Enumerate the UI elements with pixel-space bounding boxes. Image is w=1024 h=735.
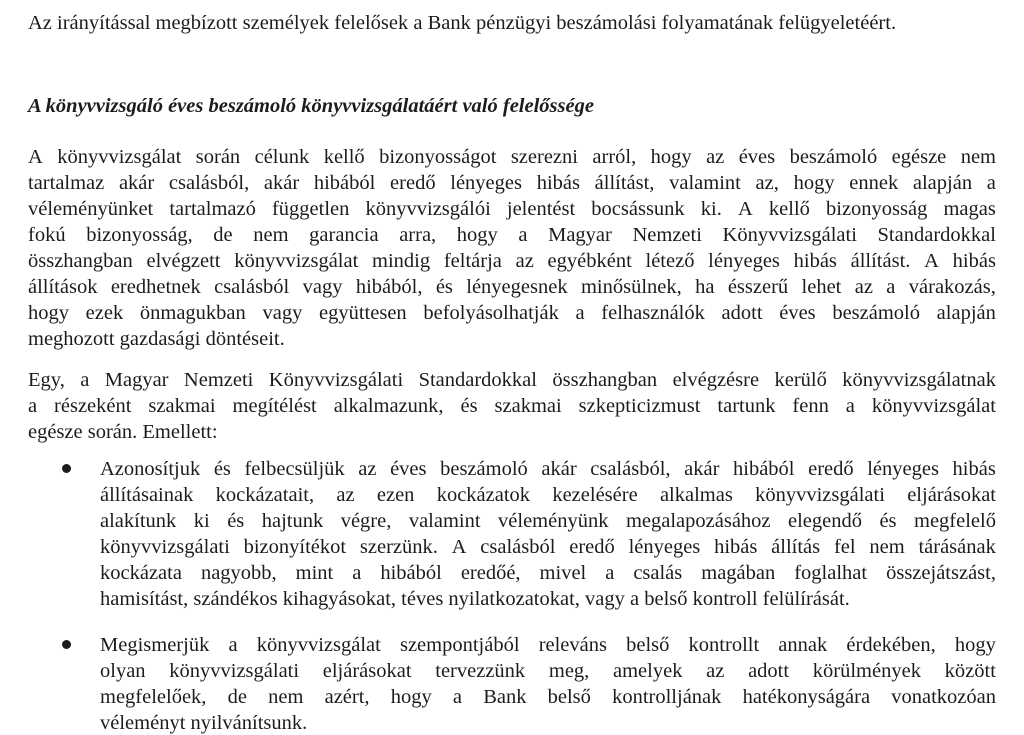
word: lényeges bbox=[450, 172, 522, 194]
word: akár bbox=[118, 172, 155, 194]
paragraph1-line bbox=[28, 171, 996, 195]
word: elegendő bbox=[787, 510, 862, 532]
word: csalásból bbox=[480, 536, 556, 558]
word: szerezni bbox=[510, 146, 578, 168]
word: adott bbox=[748, 660, 790, 682]
word: tárásának bbox=[918, 536, 996, 558]
word: de bbox=[213, 224, 233, 246]
word: lényeges bbox=[708, 250, 780, 272]
word: könyvvizsgálati bbox=[100, 536, 230, 558]
bullet1-line bbox=[100, 483, 996, 507]
word: felhasználók bbox=[601, 302, 705, 324]
word: könyvvizsgálati bbox=[169, 660, 300, 682]
word: mint bbox=[295, 562, 334, 584]
word: során bbox=[195, 146, 241, 168]
word: megfelelő bbox=[914, 510, 996, 532]
word: megítélést bbox=[232, 395, 317, 417]
word: Azonosítjuk bbox=[100, 458, 201, 480]
word: elvégzett bbox=[146, 250, 221, 272]
word: nem bbox=[960, 146, 996, 168]
word: összejátszást, bbox=[886, 562, 996, 584]
word: célunk bbox=[254, 146, 310, 168]
word: jelentést bbox=[506, 198, 576, 220]
bullet-dot bbox=[62, 640, 71, 649]
word: a bbox=[452, 686, 463, 708]
bullet-dot bbox=[62, 464, 71, 473]
word: a bbox=[605, 562, 615, 584]
word: kontrollt bbox=[688, 634, 760, 656]
word: fel bbox=[833, 536, 856, 558]
word: Bank bbox=[483, 686, 527, 708]
word: hibából bbox=[313, 172, 376, 194]
word: Magyar bbox=[548, 224, 612, 246]
word: hibás bbox=[952, 458, 996, 480]
word: könyvvizsgálat bbox=[871, 395, 996, 417]
bullet2-line bbox=[100, 659, 996, 683]
paragraph1-line bbox=[28, 301, 996, 325]
word: releváns bbox=[538, 634, 607, 656]
word: eljárásokat bbox=[322, 660, 412, 682]
section-heading: A könyvvizsgáló éves beszámoló könyvvizsgálatáért való felelőssége bbox=[28, 95, 594, 117]
word: tervezzünk bbox=[435, 660, 526, 682]
paragraph1-line bbox=[28, 197, 996, 221]
word: A bbox=[28, 146, 43, 168]
word: ennek bbox=[849, 172, 899, 194]
word: a bbox=[845, 395, 855, 417]
word: önmagukban bbox=[139, 302, 246, 324]
bullet1-line: hamisítást, szándékos kihagyásokat, téves nyilatkozatokat, vagy a belső kontroll felülírását. bbox=[100, 588, 850, 610]
word: hibás bbox=[714, 536, 758, 558]
word: kezelésére bbox=[552, 484, 638, 506]
word: Nemzeti bbox=[183, 369, 254, 391]
word: könyvvizsgálat bbox=[256, 634, 381, 656]
word: ezen bbox=[376, 484, 415, 506]
word: annak bbox=[778, 634, 828, 656]
word: Standardokkal bbox=[418, 369, 537, 391]
word: végre, bbox=[340, 510, 392, 532]
word: bizonyosságot bbox=[379, 146, 497, 168]
word: hogy bbox=[390, 686, 432, 708]
word: csalásból bbox=[214, 276, 290, 298]
word: akár bbox=[263, 172, 300, 194]
word: amelyek bbox=[613, 660, 683, 682]
word: alkalmazunk, bbox=[333, 395, 444, 417]
word: hogy bbox=[793, 172, 835, 194]
word: éves bbox=[779, 302, 816, 324]
word: hibából bbox=[733, 458, 795, 480]
paragraph1-line bbox=[28, 145, 996, 169]
word: tartalmazó bbox=[169, 198, 256, 220]
word: az bbox=[515, 250, 534, 272]
word: a bbox=[886, 276, 896, 298]
word: mindig bbox=[372, 250, 431, 272]
word: egésze bbox=[891, 146, 947, 168]
word: hogy bbox=[954, 634, 996, 656]
word: Könyvvizsgálati bbox=[268, 369, 404, 391]
word: belső bbox=[547, 686, 591, 708]
word: lényegesnek bbox=[466, 276, 568, 298]
word: meg, bbox=[548, 660, 590, 682]
word: hibából, bbox=[355, 276, 423, 298]
word: körülmények bbox=[812, 660, 921, 682]
word: garancia bbox=[309, 224, 379, 246]
word: az, bbox=[755, 172, 779, 194]
word: kellő bbox=[323, 146, 365, 168]
word: könyvvizsgálói bbox=[365, 198, 491, 220]
word: a bbox=[575, 302, 585, 324]
paragraph2-line: egésze során. Emellett: bbox=[28, 421, 218, 443]
word: kontrolljának bbox=[612, 686, 722, 708]
word: Könyvvizsgálati bbox=[722, 224, 857, 246]
word: beszámoló bbox=[832, 302, 920, 324]
word: felbecsüljük bbox=[244, 458, 345, 480]
word: akár bbox=[684, 458, 720, 480]
word: éves bbox=[738, 146, 776, 168]
word: a bbox=[518, 224, 528, 246]
word: A bbox=[451, 536, 467, 558]
word: Magyar bbox=[104, 369, 169, 391]
word: hibás bbox=[536, 172, 580, 194]
word: kockázatok bbox=[436, 484, 531, 506]
word: akár bbox=[541, 458, 577, 480]
word: szakmai bbox=[494, 395, 562, 417]
word: nagyobb, bbox=[200, 562, 277, 584]
word: magas bbox=[943, 198, 996, 220]
word: csalás bbox=[633, 562, 683, 584]
word: tartalmaz bbox=[28, 172, 105, 194]
paragraph2-line bbox=[28, 394, 996, 418]
word: azért, bbox=[324, 686, 370, 708]
word: mivel bbox=[539, 562, 587, 584]
word: és bbox=[879, 510, 897, 532]
word: Egy, bbox=[28, 369, 65, 391]
word: állítás bbox=[771, 536, 821, 558]
word: Megismerjük bbox=[100, 634, 210, 656]
word: eredő bbox=[390, 172, 436, 194]
word: csalásból, bbox=[168, 172, 250, 194]
word: hatékonyságára bbox=[742, 686, 871, 708]
word: véleményünk bbox=[498, 510, 609, 532]
word: de bbox=[227, 686, 247, 708]
word: az bbox=[336, 484, 355, 506]
word: adott bbox=[721, 302, 763, 324]
bullet2-line bbox=[100, 633, 996, 657]
bullet1-line bbox=[100, 535, 996, 559]
word: megfelelőek, bbox=[100, 686, 207, 708]
word: állítást. bbox=[850, 250, 911, 272]
paragraph1-line: meghozott gazdasági döntéseit. bbox=[28, 328, 285, 350]
word: hibás bbox=[793, 250, 837, 272]
word: a bbox=[352, 562, 362, 584]
bullet2-line bbox=[100, 685, 996, 709]
word: kerülő bbox=[774, 369, 827, 391]
word: arról, bbox=[592, 146, 637, 168]
word: bizonyosság, bbox=[86, 224, 193, 246]
word: hajtunk bbox=[261, 510, 324, 532]
word: érdekében, bbox=[846, 634, 936, 656]
paragraph2-line bbox=[28, 368, 996, 392]
word: bocsássunk bbox=[591, 198, 685, 220]
word: megalapozásához bbox=[625, 510, 771, 532]
word: az bbox=[358, 458, 377, 480]
word: magában bbox=[701, 562, 776, 584]
word: könyvvizsgálat bbox=[234, 250, 359, 272]
word: a bbox=[80, 369, 90, 391]
word: eredhetnek bbox=[110, 276, 201, 298]
word: állítást, bbox=[594, 172, 655, 194]
word: bizonyosság bbox=[826, 198, 928, 220]
word: szempontjából bbox=[399, 634, 520, 656]
word: Nemzeti bbox=[632, 224, 702, 246]
word: bizonyítékot bbox=[243, 536, 347, 558]
word: véleményünket bbox=[28, 198, 154, 220]
word: hogy bbox=[456, 224, 498, 246]
word: nem bbox=[869, 536, 905, 558]
word: hogy bbox=[650, 146, 692, 168]
word: kockázata bbox=[100, 562, 182, 584]
word: egyébként bbox=[547, 250, 632, 272]
word: vonatkozóan bbox=[891, 686, 996, 708]
word: kellő bbox=[768, 198, 810, 220]
paragraph1-line bbox=[28, 249, 996, 273]
word: foglalhat bbox=[794, 562, 868, 584]
word: ezek bbox=[85, 302, 124, 324]
word: eredő bbox=[808, 458, 854, 480]
word: Standardokkal bbox=[877, 224, 996, 246]
word: eredő bbox=[569, 536, 615, 558]
word: és bbox=[460, 395, 478, 417]
word: független bbox=[271, 198, 350, 220]
word: fokú bbox=[28, 224, 66, 246]
word: eredőé, bbox=[460, 562, 521, 584]
word: beszámoló bbox=[440, 458, 528, 480]
word: szerzünk. bbox=[359, 536, 438, 558]
word: csalásból, bbox=[590, 458, 671, 480]
word: tartunk bbox=[717, 395, 776, 417]
word: a bbox=[986, 172, 996, 194]
bullet2-line: véleményt nyilvánítsunk. bbox=[100, 712, 308, 734]
bullet1-line bbox=[100, 509, 996, 533]
word: nem bbox=[253, 224, 289, 246]
intro-line: Az irányítással megbízott személyek felelősek a Bank pénzügyi beszámolási folyamatának felügyeletéért. bbox=[28, 12, 897, 34]
word: alapján bbox=[936, 302, 996, 324]
word: az bbox=[706, 146, 725, 168]
word: az bbox=[854, 276, 873, 298]
word: ha bbox=[695, 276, 715, 298]
word: lényeges bbox=[867, 458, 939, 480]
word: összhangban bbox=[28, 250, 133, 272]
word: könyvvizsgálatnak bbox=[842, 369, 996, 391]
word: a bbox=[28, 395, 38, 417]
word: könyvvizsgálat bbox=[57, 146, 182, 168]
word: lehet bbox=[801, 276, 842, 298]
word: fenn bbox=[792, 395, 829, 417]
word: ésszerű bbox=[727, 276, 789, 298]
word: valamint bbox=[408, 510, 481, 532]
word: állításainak bbox=[100, 484, 194, 506]
word: nem bbox=[268, 686, 304, 708]
word: vagy bbox=[262, 302, 303, 324]
word: beszámoló bbox=[789, 146, 878, 168]
word: arra, bbox=[399, 224, 437, 246]
word: részeként bbox=[54, 395, 132, 417]
word: alkalmas bbox=[659, 484, 733, 506]
word: várakozás, bbox=[908, 276, 996, 298]
word: lényeges bbox=[628, 536, 701, 558]
word: minősülnek, bbox=[580, 276, 682, 298]
word: befolyásolhatják bbox=[423, 302, 559, 324]
word: szakmai bbox=[148, 395, 216, 417]
word: belső bbox=[626, 634, 670, 656]
word: szkepticizmust bbox=[578, 395, 701, 417]
word: együttesen bbox=[319, 302, 407, 324]
word: valamint bbox=[669, 172, 741, 194]
word: hibából bbox=[380, 562, 442, 584]
word: A bbox=[924, 250, 939, 272]
word: és bbox=[213, 458, 231, 480]
word: A bbox=[737, 198, 753, 220]
word: között bbox=[944, 660, 996, 682]
bullet1-line bbox=[100, 561, 996, 585]
word: olyan bbox=[100, 660, 146, 682]
word: hogy bbox=[28, 302, 69, 324]
word: és bbox=[227, 510, 245, 532]
word: a bbox=[228, 634, 238, 656]
word: könyvvizsgálati bbox=[755, 484, 885, 506]
paragraph1-line bbox=[28, 275, 996, 299]
bullet1-line bbox=[100, 457, 996, 481]
word: éves bbox=[390, 458, 427, 480]
word: kockázatait, bbox=[215, 484, 315, 506]
word: állítások bbox=[28, 276, 98, 298]
word: az bbox=[706, 660, 725, 682]
word: létező bbox=[645, 250, 695, 272]
word: hibás bbox=[952, 250, 996, 272]
word: vagy bbox=[302, 276, 343, 298]
word: eljárásokat bbox=[907, 484, 996, 506]
word: összhangban bbox=[552, 369, 658, 391]
word: feltárja bbox=[443, 250, 502, 272]
word: ki bbox=[193, 510, 210, 532]
word: alapján bbox=[912, 172, 973, 194]
paragraph1-line bbox=[28, 223, 996, 247]
word: ki. bbox=[700, 198, 722, 220]
word: és bbox=[435, 276, 453, 298]
word: alakítunk bbox=[100, 510, 177, 532]
word: elvégzésre bbox=[672, 369, 760, 391]
